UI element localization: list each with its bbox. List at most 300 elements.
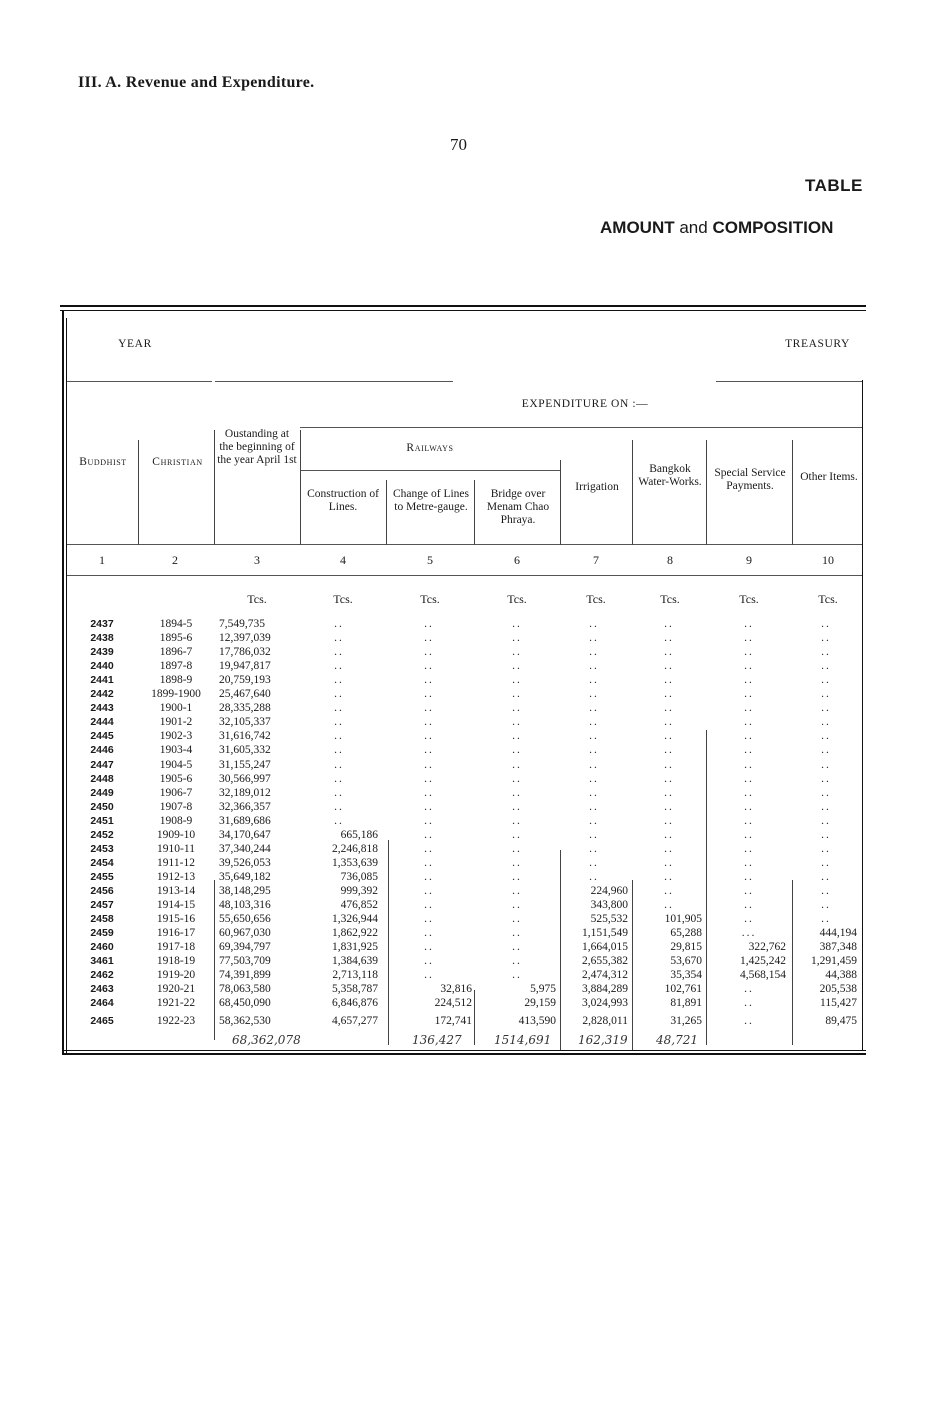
- bridge-cell: ..: [512, 927, 522, 940]
- bangkok-waterworks-cell: 102,761: [664, 983, 702, 996]
- buddhist-year-cell: 2458: [90, 913, 114, 926]
- christian-year-cell: 1908-9: [159, 814, 193, 827]
- change-gauge-cell: 172,741: [434, 1015, 472, 1028]
- bridge-cell: ..: [512, 660, 522, 673]
- other-items-cell: ..: [821, 814, 831, 827]
- bangkok-waterworks-cell: ..: [664, 856, 674, 869]
- table-row: [0, 674, 932, 687]
- special-service-cell: ..: [744, 716, 754, 729]
- construction-cell: ..: [334, 716, 344, 729]
- bridge-cell: ..: [512, 618, 522, 630]
- change-gauge-cell: ..: [424, 828, 434, 841]
- buddhist-year-cell: 2447: [90, 758, 114, 771]
- other-items-cell: ..: [821, 772, 831, 785]
- bridge-cell: ..: [512, 674, 522, 687]
- special-service-cell: ..: [744, 660, 754, 673]
- bangkok-waterworks-cell: ..: [664, 828, 674, 841]
- change-gauge-cell: ..: [424, 856, 434, 869]
- other-items-cell: 444,194: [819, 927, 857, 940]
- header-outstanding: Oustanding at the beginning of the year April 1st: [217, 428, 297, 466]
- header-railways: Railways: [406, 442, 454, 454]
- handwritten-total-outstanding: 68,362,078: [232, 1033, 301, 1047]
- christian-year-cell: 1910-11: [157, 842, 195, 855]
- section-heading: III. A. Revenue and Expenditure.: [78, 74, 315, 91]
- table-row: [0, 801, 932, 814]
- irrigation-cell: ..: [589, 758, 599, 771]
- other-items-cell: ..: [821, 618, 831, 630]
- outstanding-cell: 32,105,337: [219, 716, 271, 729]
- special-service-cell: ..: [744, 772, 754, 785]
- unit-col-4: Tcs.: [333, 592, 353, 606]
- col-number-4: 4: [340, 553, 346, 567]
- change-gauge-cell: ..: [424, 884, 434, 897]
- buddhist-year-cell: 2441: [90, 674, 114, 687]
- special-service-cell: ..: [744, 828, 754, 841]
- other-items-cell: 205,538: [819, 983, 857, 996]
- bridge-cell: ..: [512, 856, 522, 869]
- table-row: [0, 1015, 932, 1028]
- change-gauge-cell: ..: [424, 913, 434, 926]
- irrigation-cell: 2,474,312: [582, 969, 628, 982]
- construction-cell: 476,852: [340, 899, 378, 911]
- other-items-cell: ..: [821, 688, 831, 701]
- outstanding-cell: 7,549,735: [219, 618, 265, 630]
- change-gauge-cell: ..: [424, 758, 434, 771]
- christian-year-cell: 1912-13: [156, 870, 196, 883]
- table-row: [0, 829, 932, 842]
- change-gauge-cell: ..: [424, 632, 434, 645]
- irrigation-cell: ..: [589, 716, 599, 729]
- buddhist-year-cell: 2448: [90, 772, 114, 785]
- special-service-cell: ..: [744, 688, 754, 701]
- christian-year-cell: 1907-8: [159, 800, 193, 813]
- construction-cell: 999,392: [340, 884, 378, 897]
- special-service-cell: ..: [744, 744, 754, 757]
- change-gauge-cell: ..: [424, 716, 434, 729]
- change-gauge-cell: ..: [424, 927, 434, 940]
- special-service-cell: 1,425,242: [740, 955, 786, 968]
- bridge-cell: ..: [512, 702, 522, 715]
- change-gauge-cell: ..: [424, 814, 434, 827]
- bridge-cell: 5,975: [530, 983, 556, 996]
- other-items-cell: ..: [821, 828, 831, 841]
- bridge-cell: ..: [512, 688, 522, 701]
- outstanding-cell: 31,689,686: [219, 814, 271, 827]
- other-items-cell: 89,475: [825, 1015, 857, 1028]
- construction-cell: ..: [334, 632, 344, 645]
- table-row: [0, 871, 932, 884]
- outstanding-cell: 12,397,039: [219, 632, 271, 645]
- table-row: [0, 716, 932, 729]
- change-gauge-cell: ..: [424, 646, 434, 659]
- buddhist-year-cell: 3461: [90, 955, 114, 968]
- special-service-cell: ..: [744, 800, 754, 813]
- bridge-cell: ..: [512, 899, 522, 911]
- table-row: [0, 927, 932, 940]
- bridge-cell: ..: [512, 786, 522, 799]
- title-part-composition: COMPOSITION: [712, 218, 834, 237]
- col-number-6: 6: [514, 553, 520, 567]
- handwritten-total-irrigation: 162,319: [578, 1033, 628, 1047]
- christian-year-cell: 1904-5: [159, 758, 193, 771]
- irrigation-cell: ..: [589, 646, 599, 659]
- outstanding-cell: 69,394,797: [219, 941, 271, 954]
- buddhist-year-cell: 2460: [90, 941, 114, 954]
- header-treasury: TREASURY: [785, 338, 850, 350]
- col-number-3: 3: [254, 553, 260, 567]
- table-label: TABLE: [805, 176, 863, 195]
- buddhist-year-cell: 2452: [90, 828, 114, 841]
- buddhist-year-cell: 2442: [90, 688, 114, 701]
- other-items-cell: 44,388: [825, 969, 857, 982]
- outstanding-cell: 31,616,742: [219, 730, 271, 743]
- header-divider-railways: [300, 470, 560, 471]
- buddhist-year-cell: 2449: [90, 786, 114, 799]
- christian-year-cell: 1895-6: [159, 632, 193, 645]
- header-divider-columns: [67, 544, 862, 545]
- buddhist-year-cell: 2451: [90, 814, 114, 827]
- header-divider-numbers: [67, 575, 862, 576]
- buddhist-year-cell: 2453: [90, 842, 114, 855]
- special-service-cell: ..: [744, 674, 754, 687]
- header-divider-year: [67, 381, 212, 382]
- unit-col-9: Tcs.: [739, 592, 759, 606]
- buddhist-year-cell: 2437: [90, 618, 114, 630]
- outstanding-cell: 48,103,316: [219, 899, 271, 911]
- construction-cell: ..: [334, 618, 344, 630]
- bangkok-waterworks-cell: ..: [664, 758, 674, 771]
- outstanding-cell: 17,786,032: [219, 646, 271, 659]
- construction-cell: 5,358,787: [332, 983, 378, 996]
- other-items-cell: 387,348: [819, 941, 857, 954]
- christian-year-cell: 1911-12: [157, 856, 195, 869]
- bridge-cell: ..: [512, 730, 522, 743]
- change-gauge-cell: ..: [424, 786, 434, 799]
- outstanding-cell: 78,063,580: [219, 983, 271, 996]
- outstanding-cell: 32,366,357: [219, 800, 271, 813]
- change-gauge-cell: ..: [424, 688, 434, 701]
- table-row: [0, 843, 932, 856]
- bridge-cell: 413,590: [518, 1015, 556, 1028]
- table-title: [600, 218, 833, 238]
- other-items-cell: ..: [821, 800, 831, 813]
- buddhist-year-cell: 2459: [90, 927, 114, 940]
- bangkok-waterworks-cell: ..: [664, 744, 674, 757]
- bangkok-waterworks-cell: ..: [664, 660, 674, 673]
- bangkok-waterworks-cell: ..: [664, 702, 674, 715]
- irrigation-cell: ..: [589, 660, 599, 673]
- special-service-cell: ..: [744, 983, 754, 996]
- bridge-cell: ..: [512, 955, 522, 968]
- special-service-cell: ..: [744, 842, 754, 855]
- construction-cell: 1,384,639: [332, 955, 378, 968]
- outstanding-cell: 34,170,647: [219, 828, 271, 841]
- christian-year-cell: 1915-16: [156, 913, 196, 926]
- col-number-7: 7: [593, 553, 599, 567]
- construction-cell: ..: [334, 772, 344, 785]
- bangkok-waterworks-cell: ..: [664, 842, 674, 855]
- table-row: [0, 885, 932, 898]
- handwritten-total-change-gauge: 136,427: [412, 1033, 462, 1047]
- bangkok-waterworks-cell: ..: [664, 884, 674, 897]
- irrigation-cell: 3,024,993: [582, 997, 628, 1010]
- special-service-cell: ..: [744, 618, 754, 630]
- outstanding-cell: 60,967,030: [219, 927, 271, 940]
- buddhist-year-cell: 2464: [90, 997, 114, 1010]
- special-service-cell: 322,762: [748, 941, 786, 954]
- col-line-5: [474, 480, 475, 545]
- change-gauge-cell: 32,816: [440, 983, 472, 996]
- construction-cell: 1,353,639: [332, 856, 378, 869]
- christian-year-cell: 1897-8: [159, 660, 193, 673]
- special-service-cell: ..: [744, 730, 754, 743]
- christian-year-cell: 1905-6: [159, 772, 193, 785]
- table-row: [0, 787, 932, 800]
- outstanding-cell: 31,155,247: [219, 758, 271, 771]
- construction-cell: ..: [334, 646, 344, 659]
- outstanding-cell: 35,649,182: [219, 870, 271, 883]
- buddhist-year-cell: 2454: [90, 856, 114, 869]
- change-gauge-cell: ..: [424, 941, 434, 954]
- construction-cell: 665,186: [340, 828, 378, 841]
- outstanding-cell: 20,759,193: [219, 674, 271, 687]
- buddhist-year-cell: 2455: [90, 870, 114, 883]
- outstanding-cell: 31,605,332: [219, 744, 271, 757]
- buddhist-year-cell: 2444: [90, 716, 114, 729]
- construction-cell: ..: [334, 800, 344, 813]
- other-items-cell: ..: [821, 646, 831, 659]
- special-service-cell: ..: [744, 870, 754, 883]
- unit-col-7: Tcs.: [586, 592, 606, 606]
- bangkok-waterworks-cell: ..: [664, 618, 674, 630]
- col-line-7: [632, 440, 633, 545]
- other-items-cell: ..: [821, 730, 831, 743]
- construction-cell: ..: [334, 814, 344, 827]
- buddhist-year-cell: 2457: [90, 899, 114, 911]
- change-gauge-cell: ..: [424, 618, 434, 630]
- other-items-cell: ..: [821, 660, 831, 673]
- christian-year-cell: 1902-3: [159, 730, 193, 743]
- bangkok-waterworks-cell: ..: [664, 772, 674, 785]
- christian-year-cell: 1901-2: [159, 716, 193, 729]
- outstanding-cell: 19,947,817: [219, 660, 271, 673]
- other-items-cell: ..: [821, 856, 831, 869]
- other-items-cell: ..: [821, 786, 831, 799]
- col-number-9: 9: [746, 553, 752, 567]
- bridge-cell: 29,159: [524, 997, 556, 1010]
- col-line-6: [560, 460, 561, 545]
- christian-year-cell: 1920-21: [156, 983, 196, 996]
- change-gauge-cell: ..: [424, 730, 434, 743]
- header-change-gauge: Change of Lines to Metre-gauge.: [392, 488, 469, 513]
- header-special-service: Special Service Payments.: [714, 467, 786, 492]
- outstanding-cell: 37,340,244: [219, 842, 271, 855]
- irrigation-cell: ..: [589, 744, 599, 757]
- header-buddhist: Buddhist: [79, 456, 127, 468]
- table-row: [0, 815, 932, 828]
- other-items-cell: ..: [821, 632, 831, 645]
- bangkok-waterworks-cell: ..: [664, 870, 674, 883]
- construction-cell: ..: [334, 744, 344, 757]
- irrigation-cell: 2,655,382: [582, 955, 628, 968]
- bangkok-waterworks-cell: 101,905: [664, 913, 702, 926]
- table-row: [0, 730, 932, 743]
- page-number: 70: [450, 135, 467, 154]
- unit-col-10: Tcs.: [818, 592, 838, 606]
- header-expenditure-on: EXPENDITURE ON :—: [521, 398, 649, 410]
- christian-year-cell: 1913-14: [156, 884, 196, 897]
- table-row: [0, 857, 932, 870]
- table-row: [0, 983, 932, 996]
- other-items-cell: ..: [821, 744, 831, 757]
- buddhist-year-cell: 2462: [90, 969, 114, 982]
- unit-col-5: Tcs.: [420, 592, 440, 606]
- title-part-and: and: [679, 218, 708, 237]
- christian-year-cell: 1921-22: [156, 997, 196, 1010]
- bridge-cell: ..: [512, 969, 522, 982]
- table-bottom-rule: [62, 1050, 866, 1051]
- bangkok-waterworks-cell: 81,891: [670, 997, 702, 1010]
- outstanding-cell: 38,148,295: [219, 884, 271, 897]
- bangkok-waterworks-cell: 29,815: [670, 941, 702, 954]
- header-year: YEAR: [118, 338, 152, 350]
- bangkok-waterworks-cell: ..: [664, 716, 674, 729]
- construction-cell: ..: [334, 674, 344, 687]
- change-gauge-cell: ..: [424, 969, 434, 982]
- special-service-cell: ..: [744, 997, 754, 1010]
- bangkok-waterworks-cell: ..: [664, 632, 674, 645]
- bridge-cell: ..: [512, 646, 522, 659]
- other-items-cell: ..: [821, 884, 831, 897]
- header-divider-expenditure: [300, 427, 862, 428]
- outstanding-cell: 74,391,899: [219, 969, 271, 982]
- buddhist-year-cell: 2440: [90, 660, 114, 673]
- other-items-cell: ..: [821, 842, 831, 855]
- table-bottom-rule-thick: [62, 1053, 866, 1055]
- outstanding-cell: 32,189,012: [219, 786, 271, 799]
- christian-year-cell: 1899-1900: [151, 688, 201, 701]
- col-line-4: [386, 480, 387, 545]
- change-gauge-cell: ..: [424, 660, 434, 673]
- table-row: [0, 997, 932, 1010]
- irrigation-cell: ..: [589, 856, 599, 869]
- unit-col-6: Tcs.: [507, 592, 527, 606]
- col-line-2: [214, 430, 215, 545]
- construction-cell: 2,246,818: [332, 842, 378, 855]
- change-gauge-cell: ..: [424, 772, 434, 785]
- change-gauge-cell: ..: [424, 842, 434, 855]
- buddhist-year-cell: 2439: [90, 646, 114, 659]
- construction-cell: 1,831,925: [332, 941, 378, 954]
- bridge-cell: ..: [512, 758, 522, 771]
- irrigation-cell: 1,151,549: [582, 927, 628, 940]
- table-row: [0, 646, 932, 659]
- irrigation-cell: ..: [589, 828, 599, 841]
- special-service-cell: ..: [744, 646, 754, 659]
- bangkok-waterworks-cell: ..: [664, 730, 674, 743]
- table-row: [0, 632, 932, 645]
- table-row: [0, 702, 932, 715]
- bridge-cell: ..: [512, 800, 522, 813]
- bangkok-waterworks-cell: ..: [664, 814, 674, 827]
- handwritten-total-bridge: 1514,691: [494, 1033, 552, 1047]
- construction-cell: 4,657,277: [332, 1015, 378, 1028]
- buddhist-year-cell: 2463: [90, 983, 114, 996]
- col-line-9: [792, 440, 793, 545]
- table-row: [0, 899, 932, 912]
- christian-year-cell: 1894-5: [159, 618, 193, 630]
- bangkok-waterworks-cell: ..: [664, 800, 674, 813]
- outstanding-cell: 68,450,090: [219, 997, 271, 1010]
- other-items-cell: ..: [821, 702, 831, 715]
- table-row: [0, 744, 932, 757]
- buddhist-year-cell: 2446: [90, 744, 114, 757]
- irrigation-cell: 2,828,011: [582, 1015, 628, 1028]
- construction-cell: ..: [334, 702, 344, 715]
- other-items-cell: 115,427: [820, 997, 857, 1010]
- table-row: [0, 660, 932, 673]
- bridge-cell: ..: [512, 870, 522, 883]
- bridge-cell: ..: [512, 716, 522, 729]
- construction-cell: 736,085: [340, 870, 378, 883]
- buddhist-year-cell: 2465: [90, 1015, 114, 1028]
- irrigation-cell: 224,960: [590, 884, 628, 897]
- col-number-2: 2: [172, 553, 178, 567]
- bangkok-waterworks-cell: ..: [664, 688, 674, 701]
- header-construction: Construction of Lines.: [307, 488, 379, 513]
- header-bridge: Bridge over Menam Chao Phraya.: [486, 488, 550, 526]
- change-gauge-cell: ..: [424, 870, 434, 883]
- irrigation-cell: 3,884,289: [582, 983, 628, 996]
- construction-cell: ..: [334, 758, 344, 771]
- bangkok-waterworks-cell: 35,354: [670, 969, 702, 982]
- header-divider-treasury: [215, 381, 453, 382]
- bridge-cell: ..: [512, 884, 522, 897]
- table-top-rule-thin: [60, 310, 866, 311]
- bridge-cell: ..: [512, 814, 522, 827]
- christian-year-cell: 1906-7: [159, 786, 193, 799]
- construction-cell: 1,326,944: [332, 913, 378, 926]
- table-top-rule: [60, 305, 866, 307]
- special-service-cell: ..: [744, 913, 754, 926]
- bridge-cell: ..: [512, 842, 522, 855]
- special-service-cell: ...: [741, 927, 757, 940]
- buddhist-year-cell: 2445: [90, 730, 114, 743]
- special-service-cell: 4,568,154: [740, 969, 786, 982]
- buddhist-year-cell: 2450: [90, 800, 114, 813]
- irrigation-cell: ..: [589, 786, 599, 799]
- christian-year-cell: 1919-20: [156, 969, 196, 982]
- buddhist-year-cell: 2443: [90, 702, 114, 715]
- bridge-cell: ..: [512, 772, 522, 785]
- irrigation-cell: ..: [589, 688, 599, 701]
- construction-cell: ..: [334, 786, 344, 799]
- handwritten-total-bangkok: 48,721: [656, 1033, 698, 1047]
- special-service-cell: ..: [744, 786, 754, 799]
- bangkok-waterworks-cell: ..: [664, 646, 674, 659]
- change-gauge-cell: ..: [424, 744, 434, 757]
- special-service-cell: ..: [744, 1015, 754, 1028]
- col-number-1: 1: [99, 553, 105, 567]
- christian-year-cell: 1903-4: [159, 744, 193, 757]
- header-bangkok-waterworks: Bangkok Water-Works.: [638, 463, 702, 488]
- christian-year-cell: 1916-17: [156, 927, 196, 940]
- change-gauge-cell: 224,512: [434, 997, 472, 1010]
- christian-year-cell: 1898-9: [159, 674, 193, 687]
- irrigation-cell: 525,532: [590, 913, 628, 926]
- special-service-cell: ..: [744, 899, 754, 911]
- bangkok-waterworks-cell: ..: [664, 674, 674, 687]
